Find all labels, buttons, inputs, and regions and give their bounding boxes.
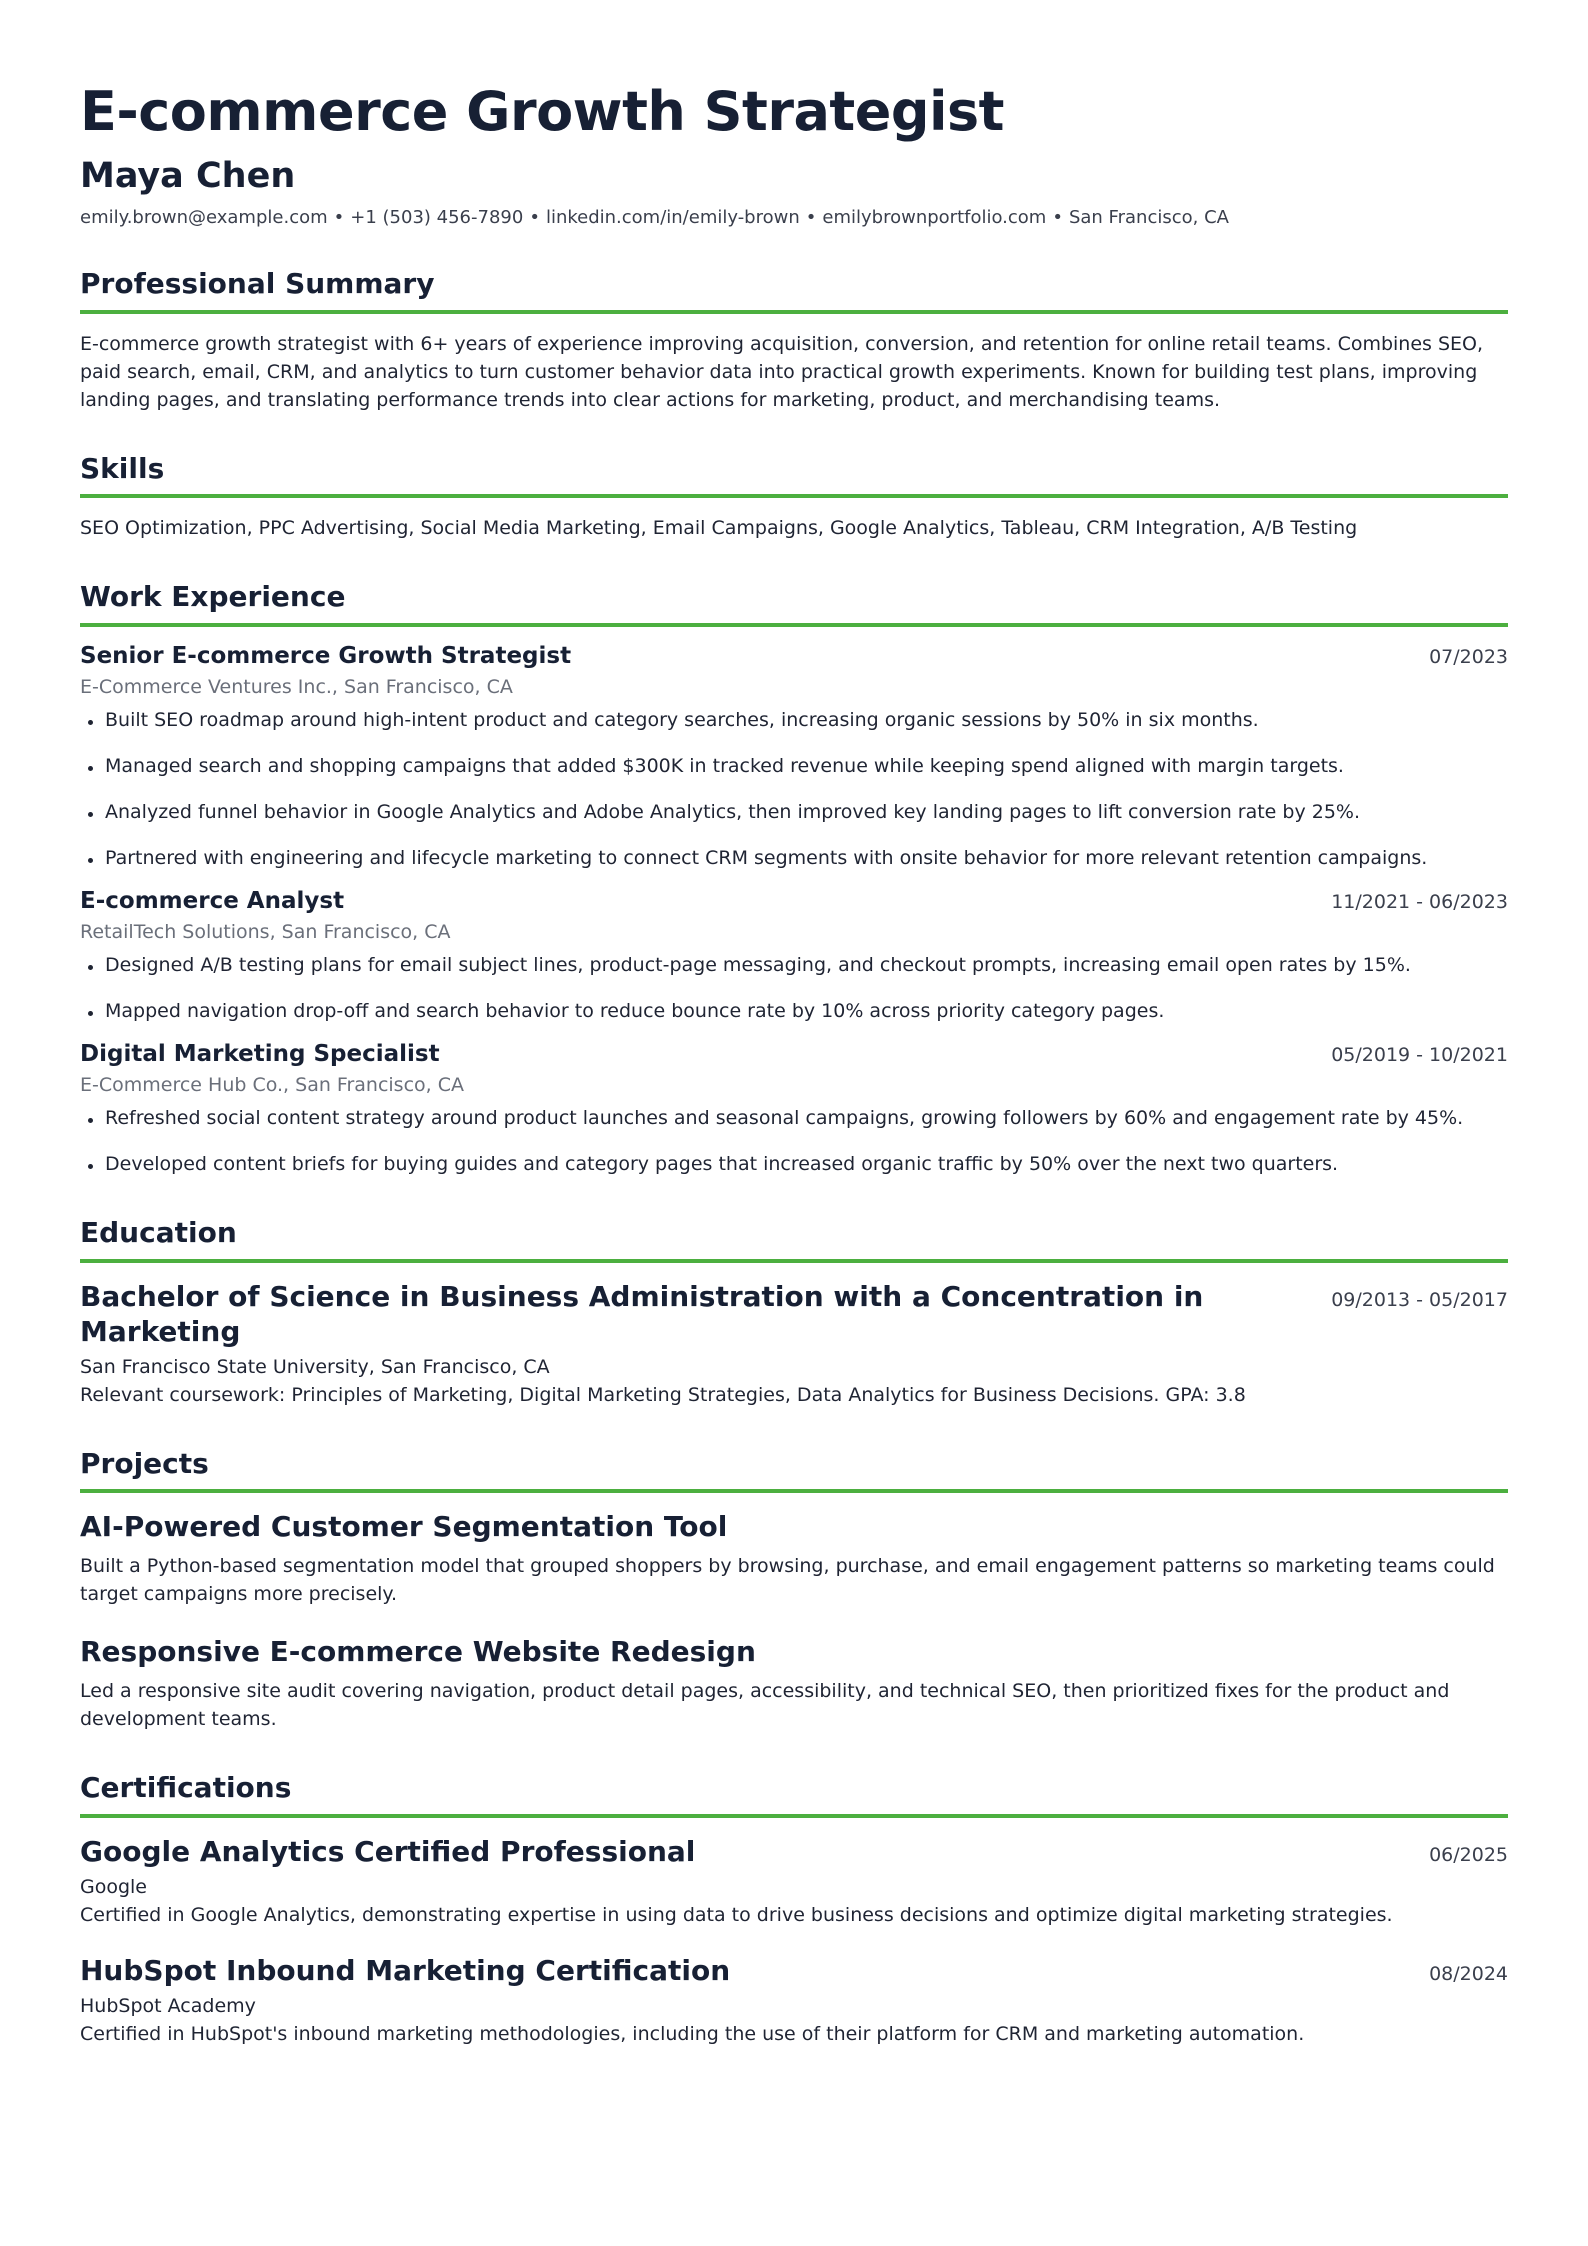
- projects-section: [80, 1447, 1508, 1734]
- section-heading: Professional Summary: [80, 267, 1508, 314]
- section-heading: Certifications: [80, 1771, 1508, 1818]
- section-heading: Skills: [80, 452, 1508, 499]
- certification-description: Certified in HubSpot's inbound marketing methodologies, including the use of their platform for CRM and marketing automation.: [80, 2022, 1305, 2045]
- certification-date: 06/2025: [1429, 1843, 1508, 1866]
- project-entry: [80, 1509, 1508, 1608]
- candidate-name: Maya Chen: [80, 155, 296, 196]
- bullet-icon: [88, 1118, 93, 1123]
- school-name: San Francisco State University, San Francisco, CA: [80, 1355, 550, 1378]
- job-entry: [80, 1041, 1508, 1178]
- bullet-icon: [88, 1164, 93, 1169]
- job-bullet: Built SEO roadmap around high-intent product and category searches, increasing organic sessions by 50% in six months.: [80, 706, 1508, 734]
- certification-issuer: Google: [80, 1875, 148, 1898]
- job-title: Digital Marketing Specialist: [80, 1040, 440, 1067]
- education-entry: [80, 1279, 1508, 1409]
- contact-separator: •: [1052, 206, 1063, 228]
- job-date: 11/2021 - 06/2023: [1331, 890, 1508, 913]
- job-bullet: Mapped navigation drop-off and search behavior to reduce bounce rate by 10% across priority category pages.: [80, 997, 1508, 1025]
- skills-section: [80, 452, 1508, 543]
- certification-issuer: HubSpot Academy: [80, 1994, 256, 2017]
- job-bullet: Analyzed funnel behavior in Google Analytics and Adobe Analytics, then improved key landing pages to lift conversion rate by 25%.: [80, 798, 1508, 826]
- job-date: 07/2023: [1429, 645, 1508, 668]
- job-bullets: [80, 706, 1508, 872]
- education-section: [80, 1216, 1508, 1409]
- summary-text: E-commerce growth strategist with 6+ years of experience improving acquisition, conversion, and retention for online retail teams. Combines SEO, paid search, email, CRM, and analytics to turn customer behavior data into practical growth experiments. Known for building test plans, improving landing pages, and translating performance trends into clear actions for marketing, product, and merchandising teams.: [80, 332, 1484, 411]
- project-title: AI-Powered Customer Segmentation Tool: [80, 1510, 728, 1544]
- section-heading: Education: [80, 1216, 1508, 1263]
- certification-entry: [80, 1953, 1508, 2048]
- bullet-icon: [88, 1011, 93, 1016]
- education-details: Relevant coursework: Principles of Marketing, Digital Marketing Strategies, Data Analytics for Business Decisions. GPA: 3.8: [80, 1383, 1246, 1406]
- contact-line: [80, 206, 1508, 229]
- job-title: Senior E-commerce Growth Strategist: [80, 642, 572, 669]
- education-date: 09/2013 - 05/2017: [1331, 1288, 1508, 1311]
- job-bullets: [80, 1104, 1508, 1178]
- skills-text: SEO Optimization, PPC Advertising, Social Media Marketing, Email Campaigns, Google Analytics, Tableau, CRM Integration, A/B Testing: [80, 517, 1358, 540]
- project-description: Built a Python-based segmentation model that grouped shoppers by browsing, purchase, and email engagement patterns so marketing teams could target campaigns more precisely.: [80, 1555, 1495, 1606]
- contact-separator: •: [529, 206, 540, 228]
- bullet-icon: [88, 766, 93, 771]
- job-bullet: Refreshed social content strategy around product launches and seasonal campaigns, growing followers by 60% and engagement rate by 45%.: [80, 1104, 1508, 1132]
- summary-section: [80, 267, 1508, 414]
- job-bullet: Partnered with engineering and lifecycle marketing to connect CRM segments with onsite behavior for more relevant retention campaigns.: [80, 844, 1508, 872]
- bullet-icon: [88, 720, 93, 725]
- section-heading: Projects: [80, 1447, 1508, 1494]
- contact-location: San Francisco, CA: [1068, 206, 1229, 228]
- job-bullet: Managed search and shopping campaigns that added $300K in tracked revenue while keeping spend aligned with margin targets.: [80, 752, 1508, 780]
- contact-separator: •: [805, 206, 817, 228]
- job-entry: [80, 643, 1508, 872]
- certification-entry: [80, 1834, 1508, 1929]
- section-heading: Work Experience: [80, 580, 1508, 627]
- job-bullet: Developed content briefs for buying guides and category pages that increased organic traffic by 50% over the next two quarters.: [80, 1150, 1508, 1178]
- contact-portfolio[interactable]: emilybrownportfolio.com: [822, 206, 1047, 228]
- contact-separator: •: [333, 206, 345, 228]
- bullet-icon: [88, 858, 93, 863]
- job-bullets: [80, 951, 1508, 1025]
- job-company: E-Commerce Hub Co., San Francisco, CA: [80, 1073, 464, 1096]
- certification-title: Google Analytics Certified Professional: [80, 1834, 696, 1868]
- bullet-icon: [88, 965, 93, 970]
- project-entry: [80, 1634, 1508, 1733]
- bullet-icon: [88, 812, 93, 817]
- contact-email[interactable]: emily.brown@example.com: [80, 206, 328, 228]
- project-title: Responsive E-commerce Website Redesign: [80, 1635, 756, 1669]
- job-company: E-Commerce Ventures Inc., San Francisco, CA: [80, 675, 513, 698]
- contact-phone[interactable]: +1 (503) 456-7890: [350, 206, 524, 228]
- job-entry: [80, 888, 1508, 1025]
- project-description: Led a responsive site audit covering navigation, product detail pages, accessibility, and technical SEO, then prioritized fixes for the product and development teams.: [80, 1680, 1450, 1731]
- resume-title: E-commerce Growth Strategist: [80, 80, 1004, 143]
- job-bullet: Designed A/B testing plans for email subject lines, product-page messaging, and checkout prompts, increasing email open rates by 15%.: [80, 951, 1508, 979]
- certification-description: Certified in Google Analytics, demonstrating expertise in using data to drive business decisions and optimize digital marketing strategies.: [80, 1903, 1393, 1926]
- experience-section: [80, 580, 1508, 1178]
- certification-date: 08/2024: [1429, 1962, 1508, 1985]
- degree-title: Bachelor of Science in Business Administration with a Concentration in Marketing: [80, 1279, 1204, 1348]
- certification-title: HubSpot Inbound Marketing Certification: [80, 1953, 731, 1987]
- job-date: 05/2019 - 10/2021: [1331, 1043, 1508, 1066]
- job-title: E-commerce Analyst: [80, 887, 345, 914]
- certifications-section: [80, 1771, 1508, 2048]
- contact-linkedin[interactable]: linkedin.com/in/emily-brown: [545, 206, 800, 228]
- job-company: RetailTech Solutions, San Francisco, CA: [80, 920, 451, 943]
